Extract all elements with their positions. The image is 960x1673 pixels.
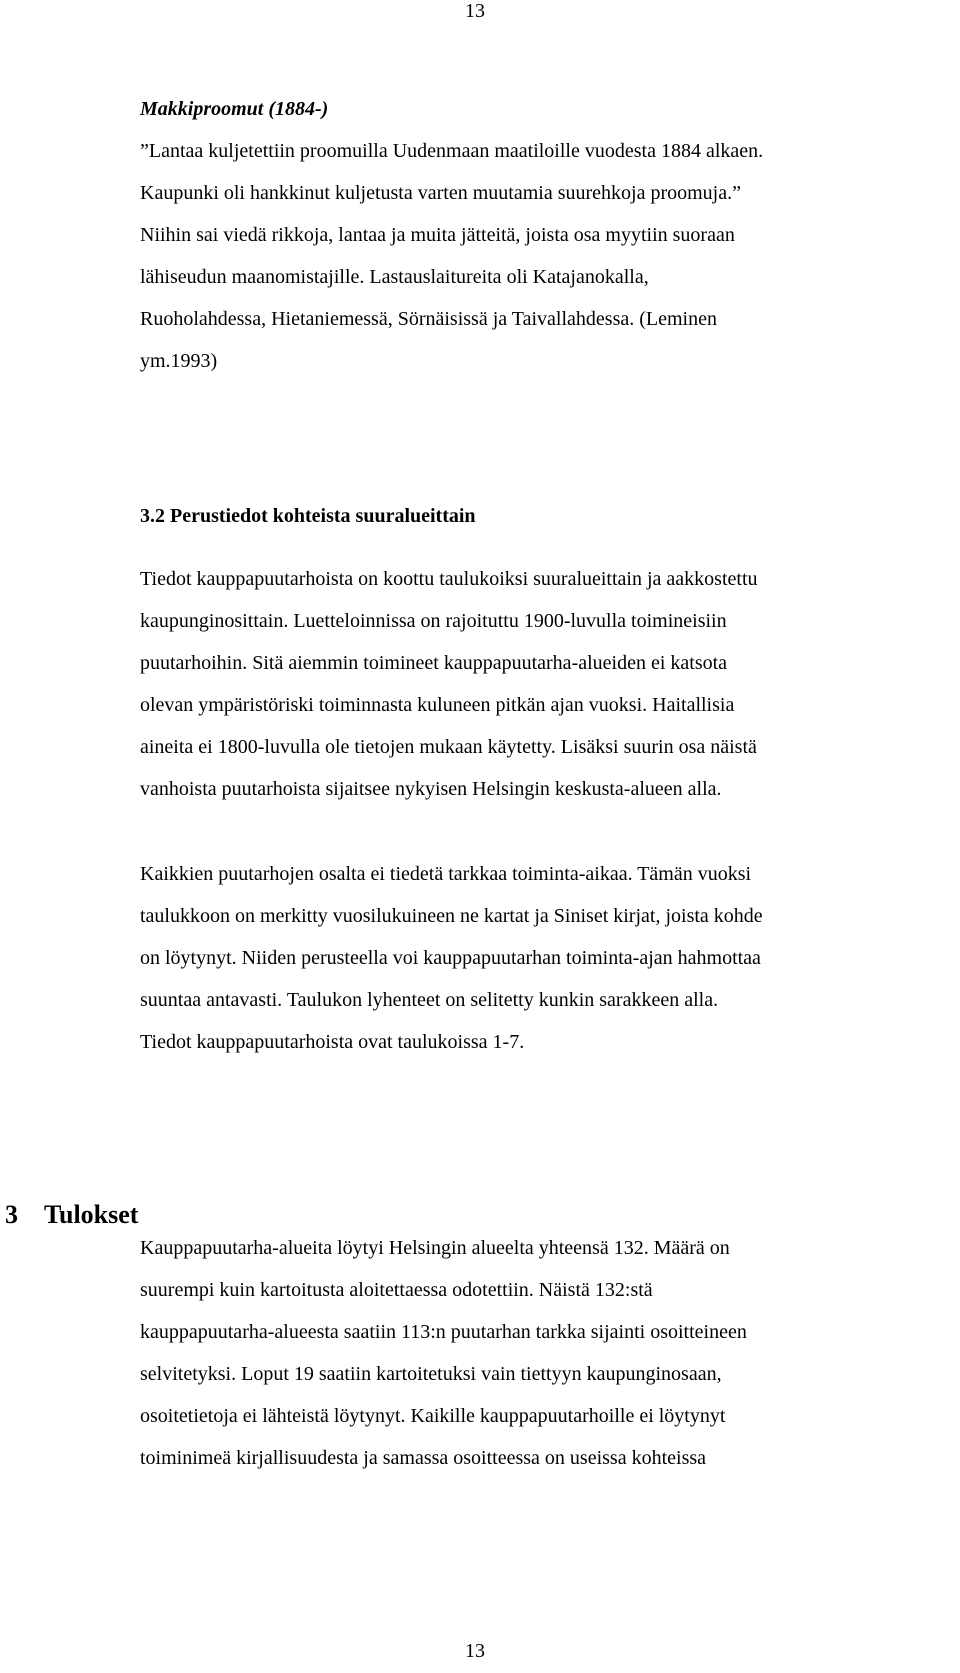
text-line: osoitetietoja ei lähteistä löytynyt. Kaikille kauppapuutarhoille ei löytynyt — [140, 1405, 726, 1427]
paragraph-tulokset — [140, 1227, 940, 1479]
text-line: on löytynyt. Niiden perusteella voi kauppapuutarhan toiminta-ajan hahmottaa — [140, 947, 761, 969]
text-line: olevan ympäristöriski toiminnasta kuluneen pitkän ajan vuoksi. Haitallisia — [140, 694, 735, 716]
section-heading-3-2: 3.2 Perustiedot kohteista suuralueittain — [140, 505, 476, 527]
paragraph-3-2-b — [140, 853, 940, 1063]
section-makkiproomut — [140, 88, 940, 382]
text-line: selvitetyksi. Loput 19 saatiin kartoitetuksi vain tiettyyn kaupunginosaan, — [140, 1363, 722, 1385]
text-line: suuntaa antavasti. Taulukon lyhenteet on selitetty kunkin sarakkeen alla. — [140, 989, 719, 1011]
chapter-heading — [5, 1200, 138, 1230]
page-number-bottom: 13 — [465, 1640, 485, 1662]
page-number-top: 13 — [465, 0, 485, 22]
text-line: Kauppapuutarha-alueita löytyi Helsingin alueelta yhteensä 132. Määrä on — [140, 1237, 730, 1259]
text-line: aineita ei 1800-luvulla ole tietojen mukaan käytetty. Lisäksi suurin osa näistä — [140, 736, 757, 758]
text-line: suurempi kuin kartoitusta aloitettaessa odotettiin. Näistä 132:stä — [140, 1279, 653, 1301]
text-line: Kaupunki oli hankkinut kuljetusta varten muutamia suurehkoja proomuja.” — [140, 182, 741, 204]
text-line: puutarhoihin. Sitä aiemmin toimineet kauppapuutarha-alueiden ei katsota — [140, 652, 728, 674]
paragraph-3-2-a — [140, 558, 940, 810]
text-line: Tiedot kauppapuutarhoista ovat taulukoissa 1-7. — [140, 1031, 525, 1053]
text-line: vanhoista puutarhoista sijaitsee nykyisen Helsingin keskusta-alueen alla. — [140, 778, 722, 800]
text-line: ”Lantaa kuljetettiin proomuilla Uudenmaan maatiloille vuodesta 1884 alkaen. — [140, 140, 764, 162]
text-line: lähiseudun maanomistajille. Lastauslaitureita oli Katajanokalla, — [140, 266, 649, 288]
text-line: Ruoholahdessa, Hietaniemessä, Sörnäisissä ja Taivallahdessa. (Leminen — [140, 308, 717, 330]
text-line: taulukkoon on merkitty vuosilukuineen ne kartat ja Siniset kirjat, joista kohde — [140, 905, 763, 927]
text-line: Niihin sai viedä rikkoja, lantaa ja muita jätteitä, joista osa myytiin suoraan — [140, 224, 735, 246]
text-line: Tiedot kauppapuutarhoista on koottu taulukoiksi suuralueittain ja aakkostettu — [140, 568, 758, 590]
text-line: toiminimeä kirjallisuudesta ja samassa osoitteessa on useissa kohteissa — [140, 1447, 707, 1469]
chapter-title: Tulokset — [44, 1200, 139, 1229]
text-line: Kaikkien puutarhojen osalta ei tiedetä tarkkaa toiminta-aikaa. Tämän vuoksi — [140, 863, 752, 885]
section-title: Makkiproomut (1884-) — [140, 98, 329, 120]
text-line: kaupunginosittain. Luetteloinnissa on rajoituttu 1900-luvulla toimineisiin — [140, 610, 727, 632]
text-line: ym.1993) — [140, 350, 218, 372]
text-line: kauppapuutarha-alueesta saatiin 113:n puutarhan tarkka sijainti osoitteineen — [140, 1321, 747, 1343]
chapter-number: 3 — [5, 1200, 18, 1229]
